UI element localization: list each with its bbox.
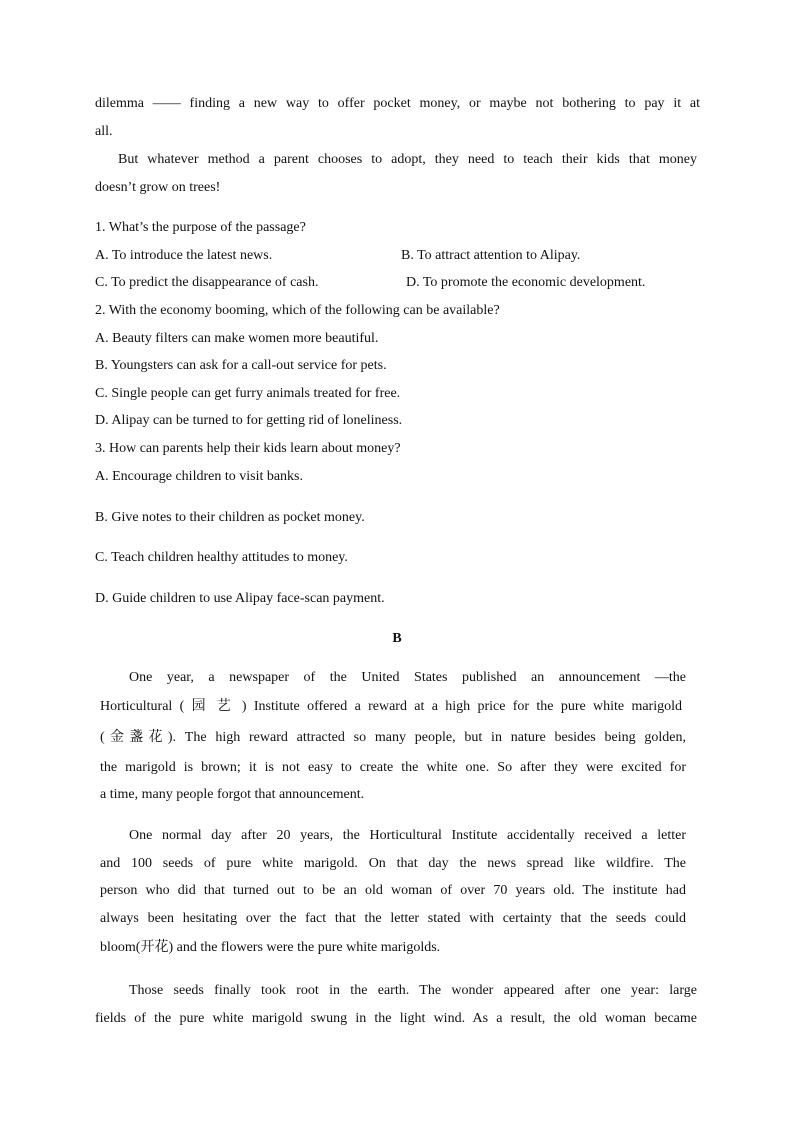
question-stem-1: 1. What’s the purpose of the passage? (95, 220, 306, 235)
paragraph-line: always been hesitating over the fact that the letter stated with certainty that the seeds could (100, 911, 686, 926)
paragraph-line: doesn’t grow on trees! (95, 180, 221, 195)
question-stem-2: 2. With the economy booming, which of the following can be available? (95, 303, 500, 318)
paragraph-line: dilemma —— finding a new way to offer pocket money, or maybe not bothering to pay it at (95, 96, 700, 111)
option-1b: B. To attract attention to Alipay. (401, 248, 581, 263)
paragraph-line: the marigold is brown; it is not easy to create the white one. So after they were excited for (100, 760, 686, 775)
paragraph-line: all. (95, 124, 113, 139)
paragraph-line: bloom(开花) and the flowers were the pure white marigolds. (100, 940, 441, 955)
paragraph-line: a time, many people forgot that announcement. (100, 787, 365, 802)
option-2d: D. Alipay can be turned to for getting rid of loneliness. (95, 413, 403, 428)
option-1a: A. To introduce the latest news. (95, 248, 273, 263)
paragraph-line: One year, a newspaper of the United States published an announcement —the (129, 670, 686, 685)
paragraph-line: Those seeds finally took root in the earth. The wonder appeared after one year: large (129, 983, 697, 998)
option-3a: A. Encourage children to visit banks. (95, 469, 304, 484)
paragraph-line: Horticultural ( 园 艺 ) Institute offered a reward at a high price for the pure white marigold (100, 699, 682, 714)
option-3d: D. Guide children to use Alipay face-scan payment. (95, 591, 385, 606)
option-2b: B. Youngsters can ask for a call-out service for pets. (95, 358, 387, 373)
paragraph-line: fields of the pure white marigold swung in the light wind. As a result, the old woman became (95, 1011, 697, 1026)
option-1d: D. To promote the economic development. (406, 275, 646, 290)
option-2c: C. Single people can get furry animals treated for free. (95, 386, 401, 401)
paragraph-line: (金盞花). The high reward attracted so many people, but in nature besides being golden, (100, 730, 686, 745)
section-heading: B (392, 631, 402, 646)
paragraph-line: person who did that turned out to be an old woman of over 70 years old. The institute had (100, 883, 686, 898)
question-stem-3: 3. How can parents help their kids learn about money? (95, 441, 401, 456)
option-1c: C. To predict the disappearance of cash. (95, 275, 319, 290)
option-3b: B. Give notes to their children as pocket money. (95, 510, 365, 525)
option-2a: A. Beauty filters can make women more beautiful. (95, 331, 379, 346)
paragraph-line: One normal day after 20 years, the Horticultural Institute accidentally received a letter (129, 828, 686, 843)
paragraph-line: and 100 seeds of pure white marigold. On that day the news spread like wildfire. The (100, 856, 686, 871)
paragraph-line: But whatever method a parent chooses to adopt, they need to teach their kids that money (118, 152, 697, 167)
option-3c: C. Teach children healthy attitudes to money. (95, 550, 348, 565)
